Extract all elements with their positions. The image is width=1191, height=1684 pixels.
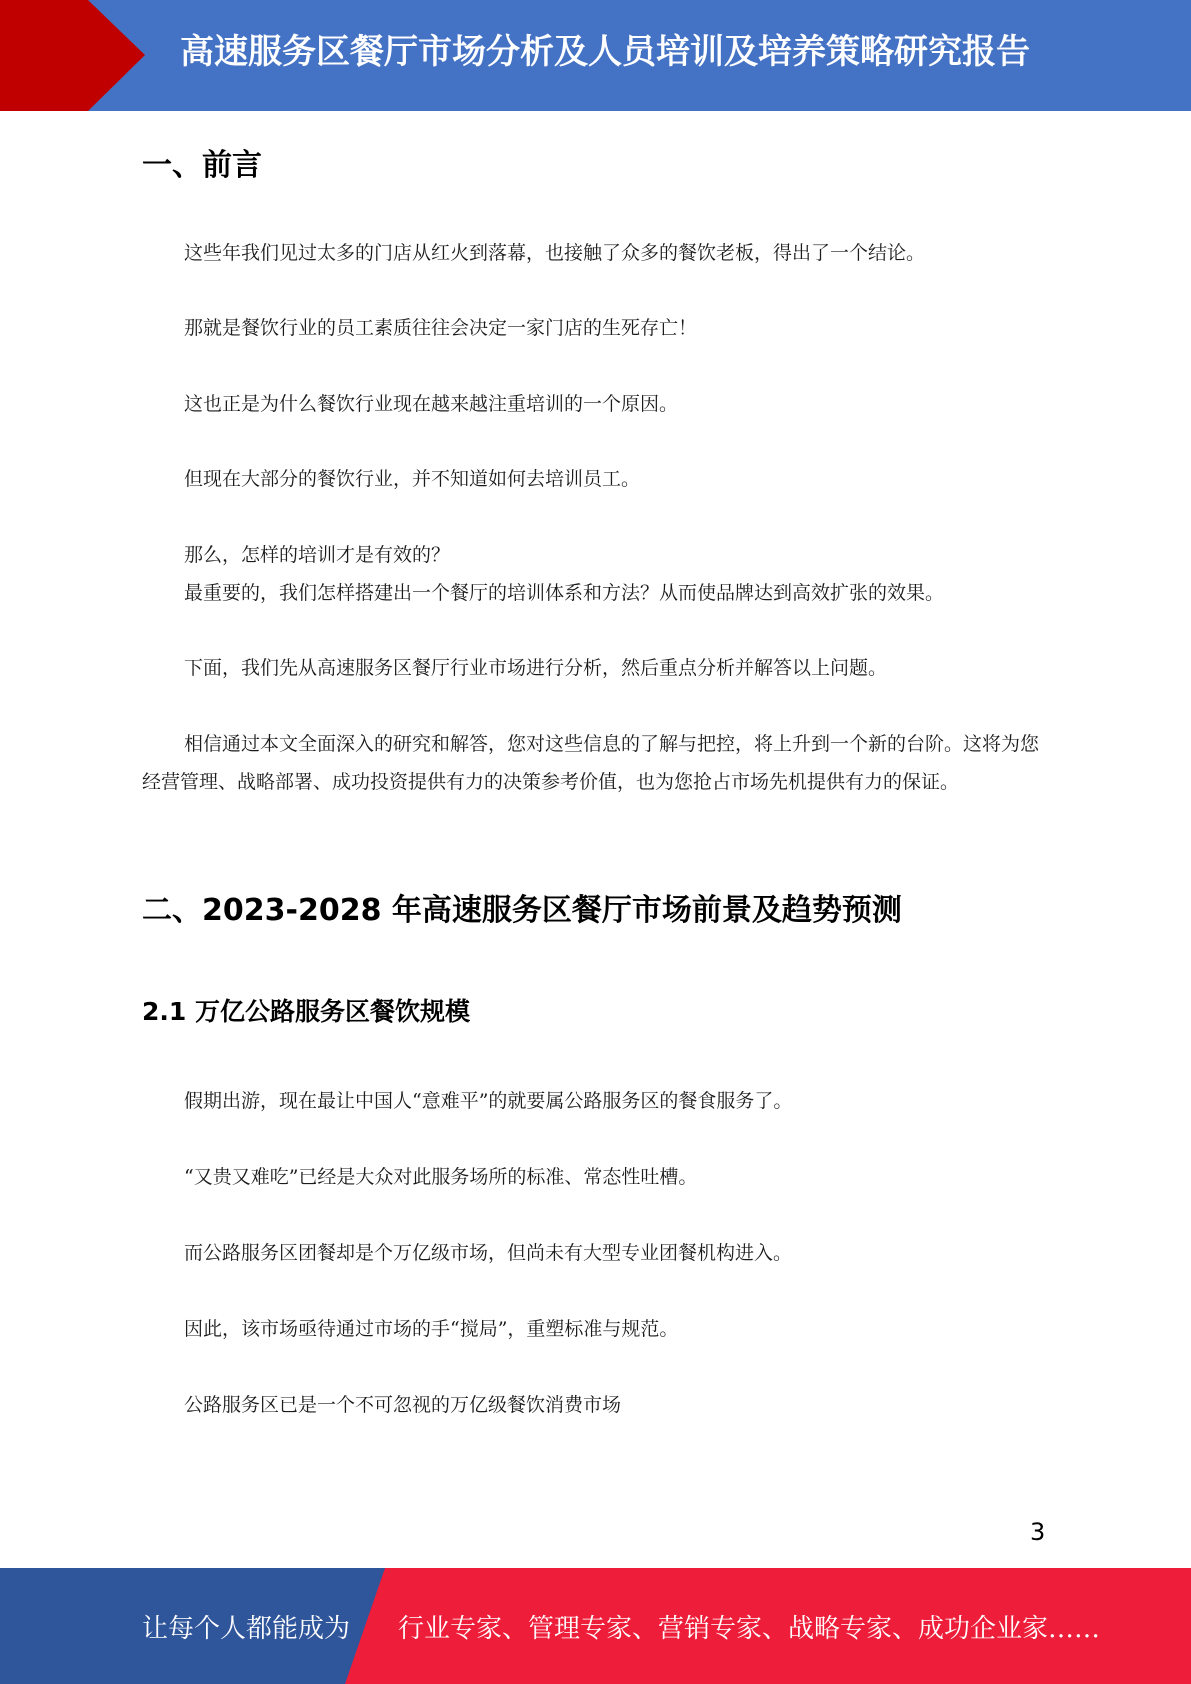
header-banner	[0, 0, 1191, 111]
paragraph: 因此，该市场亟待通过市场的手“搅局”，重塑标准与规范。	[184, 1318, 679, 1340]
paragraph: 那么，怎样的培训才是有效的？	[184, 544, 451, 566]
paragraph: 但现在大部分的餐饮行业，并不知道如何去培训员工。	[184, 468, 641, 490]
paragraph: “又贵又难吃”已经是大众对此服务场所的标准、常态性吐槽。	[184, 1166, 698, 1188]
subsection-heading: 2.1 万亿公路服务区餐饮规模	[142, 997, 470, 1026]
paragraph: 下面，我们先从高速服务区餐厅行业市场进行分析，然后重点分析并解答以上问题。	[184, 657, 888, 679]
footer-banner	[0, 1568, 1191, 1684]
paragraph: 假期出游，现在最让中国人“意难平”的就要属公路服务区的餐食服务了。	[184, 1090, 793, 1112]
paragraph: 这些年我们见过太多的门店从红火到落幕，也接触了众多的餐饮老板，得出了一个结论。	[184, 242, 926, 264]
document-title: 高速服务区餐厅市场分析及人员培训及培养策略研究报告	[180, 32, 1030, 72]
header-red-chevron	[0, 0, 150, 111]
section-heading-preface: 一、前言	[142, 148, 262, 183]
paragraph: 那就是餐饮行业的员工素质往往会决定一家门店的生死存亡！	[184, 317, 698, 339]
page-number: 3	[1030, 1518, 1046, 1546]
paragraph: 相信通过本文全面深入的研究和解答，您对这些信息的了解与把控，将上升到一个新的台阶。这将为您经营管理、战略部署、成功投资提供有力的决策参考价值，也为您抢占市场先机提供有力的保证。	[142, 733, 1040, 793]
paragraph: 这也正是为什么餐饮行业现在越来越注重培训的一个原因。	[184, 393, 679, 415]
paragraph: 公路服务区已是一个不可忽视的万亿级餐饮消费市场	[184, 1394, 622, 1416]
section-heading-forecast: 二、2023-2028 年高速服务区餐厅市场前景及趋势预测	[142, 893, 902, 928]
paragraph: 最重要的，我们怎样搭建出一个餐厅的培训体系和方法？从而使品牌达到高效扩张的效果。	[184, 582, 945, 604]
footer-slogan-left: 让每个人都能成为	[142, 1614, 351, 1644]
paragraph: 而公路服务区团餐却是个万亿级市场，但尚未有大型专业团餐机构进入。	[184, 1242, 793, 1264]
footer-slogan-right: 行业专家、管理专家、营销专家、战略专家、成功企业家……	[398, 1614, 1101, 1644]
